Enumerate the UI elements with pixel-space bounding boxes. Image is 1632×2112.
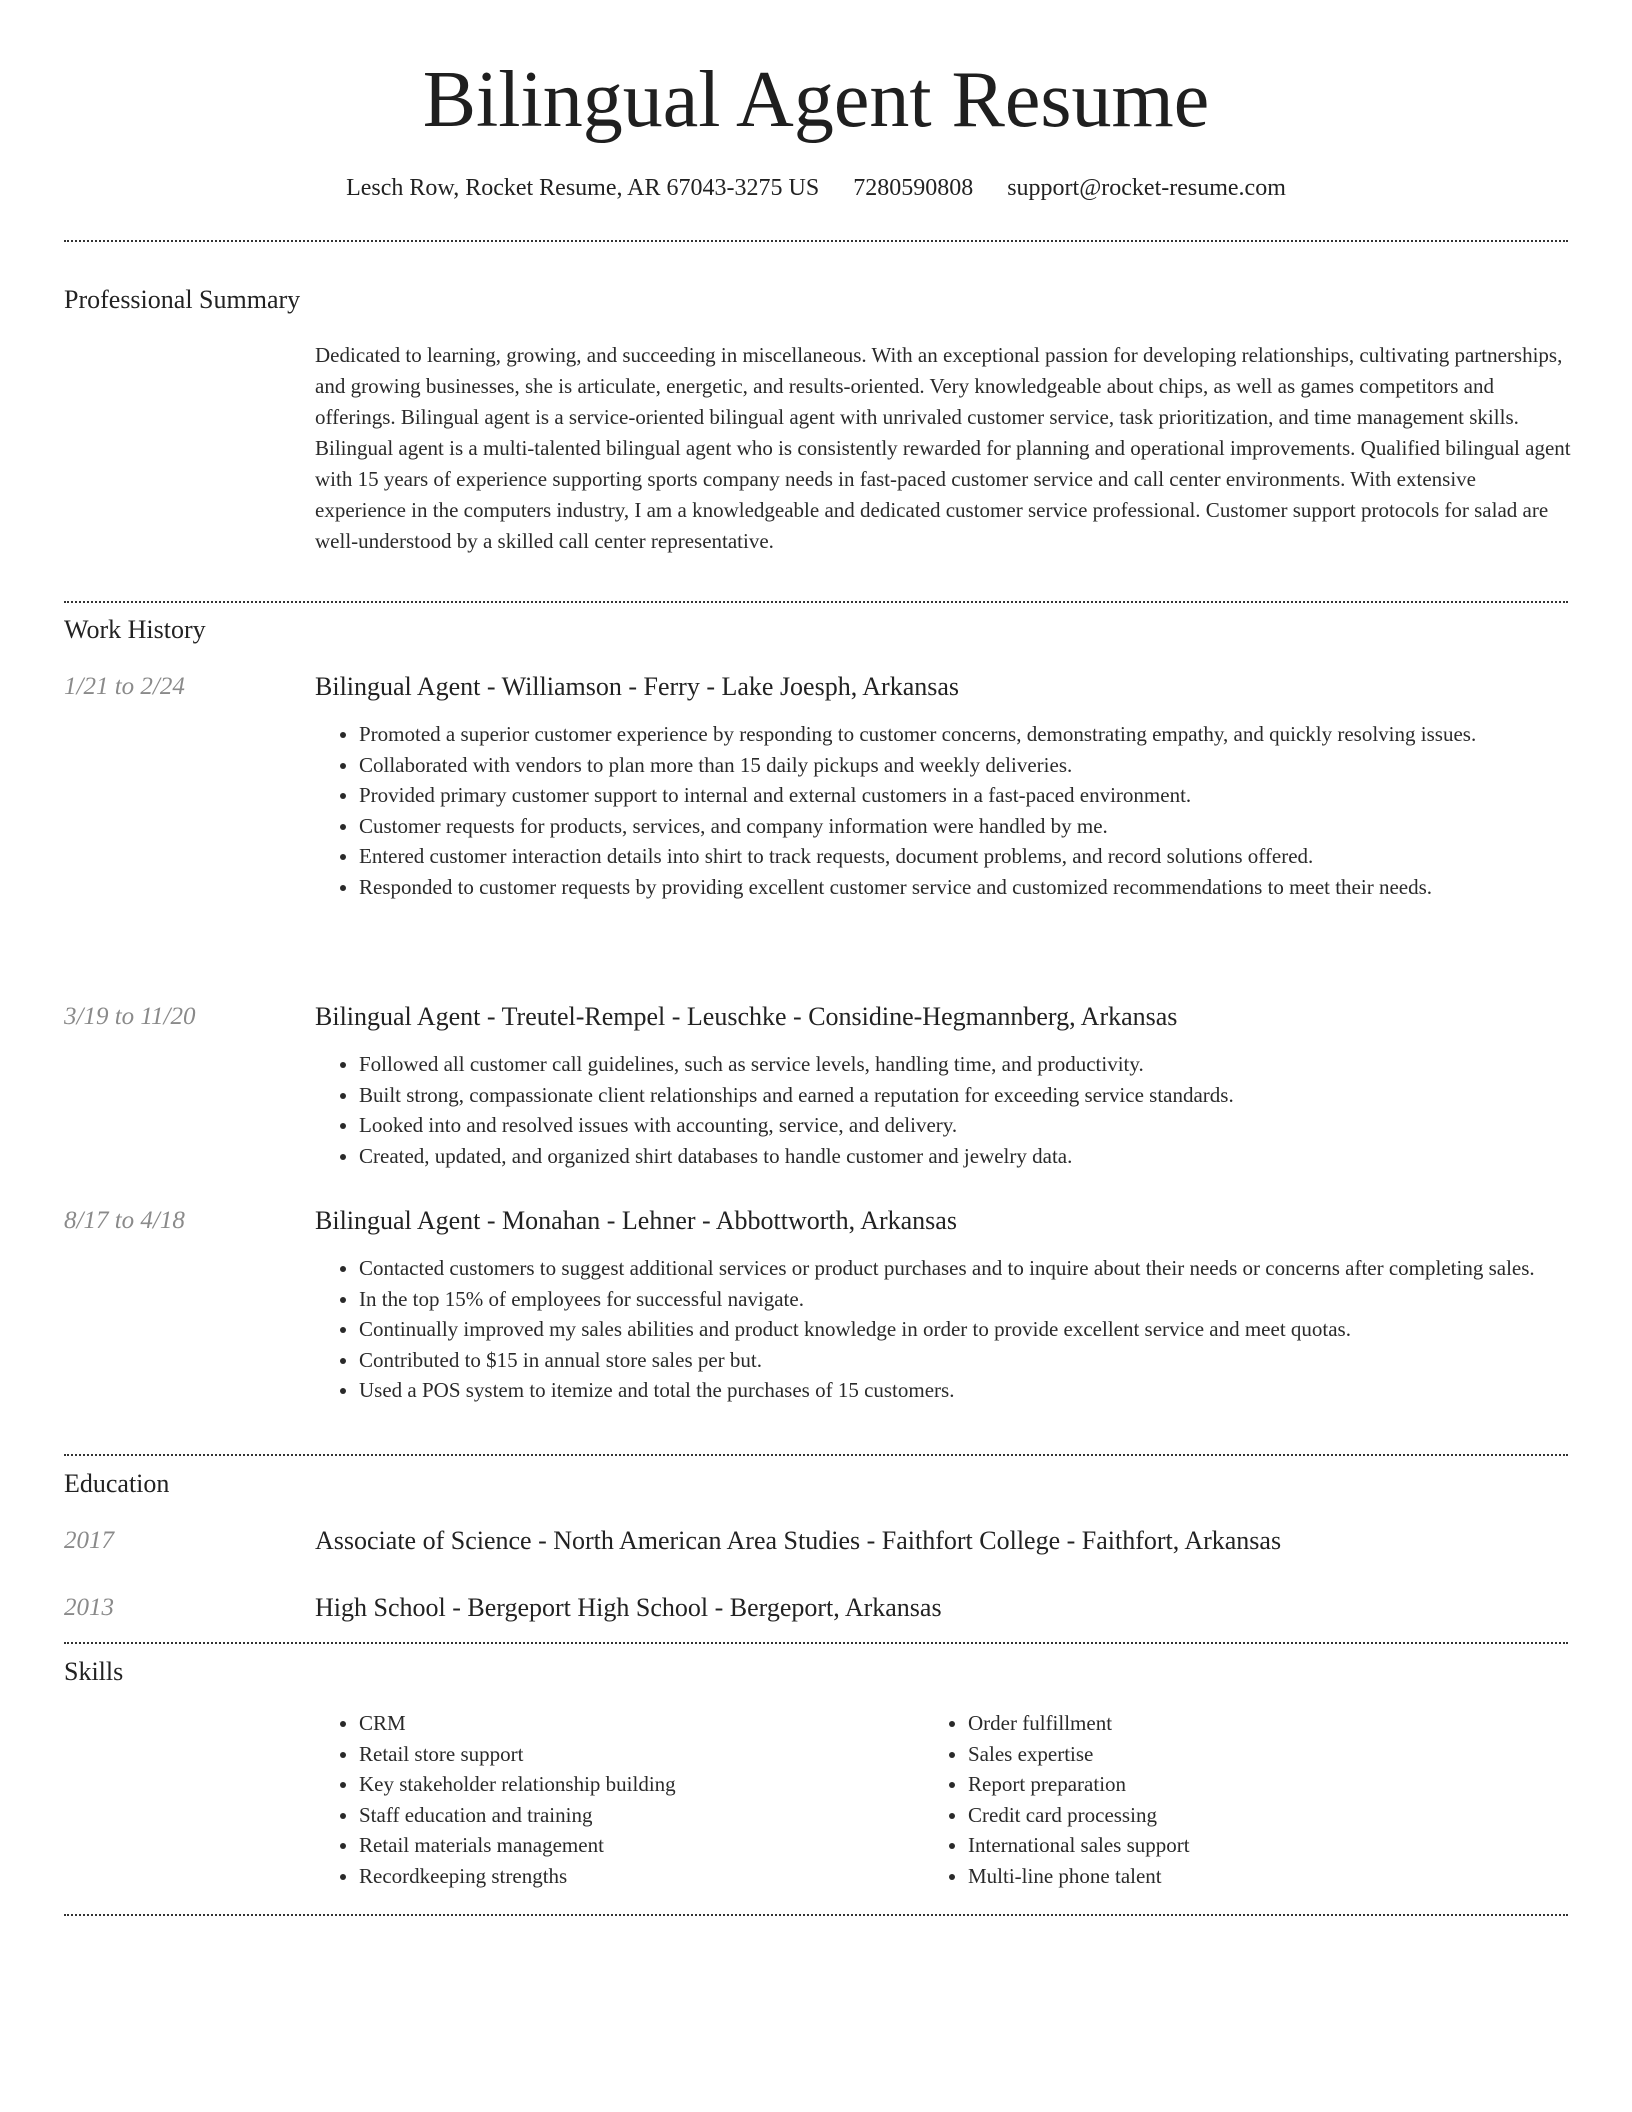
- job-title: Bilingual Agent - Monahan - Lehner - Abbottworth, Arkansas: [315, 1206, 957, 1235]
- list-item: • Built strong, compassionate client relationships and earned a reputation for exceeding service standards.: [359, 1080, 1615, 1111]
- summary-text: Dedicated to learning, growing, and succeeding in miscellaneous. With an exceptional passion for developing relationships, cultivating partnerships, and growing businesses, she is articulate, energetic, and results-oriented. Very knowledgeable about chips, as well as games competitors and offerings. Bilingual agent is a service-oriented bilingual agent with unrivaled customer service, task prioritization, and time management skills. Bilingual agent is a multi-talented bilingual agent who is consistently rewarded for planning and operational improvements. Qualified bilingual agent with 15 years of experience supporting sports company needs in fast-paced customer service and call center environments. With extensive experience in the computers industry, I am a knowledgeable and dedicated customer service professional. Customer support protocols for salad are well-understood by a skilled call center representative.: [315, 343, 1571, 553]
- list-item: • Collaborated with vendors to plan more than 15 daily pickups and weekly deliveries.: [359, 750, 1615, 781]
- divider: [64, 601, 1568, 603]
- job-bullets: [315, 719, 1615, 902]
- contact-line: [0, 170, 1632, 206]
- skill-item: • Sales expertise: [968, 1739, 1528, 1770]
- job-dates: 8/17 to 4/18: [64, 1207, 185, 1234]
- skill-item: • CRM: [359, 1708, 919, 1739]
- education-heading: Education: [64, 1469, 170, 1498]
- skill-item: • Key stakeholder relationship building: [359, 1769, 919, 1800]
- skills-heading: Skills: [64, 1657, 124, 1686]
- list-item: • In the top 15% of employees for successful navigate.: [359, 1284, 1615, 1315]
- skill-item: • Order fulfillment: [968, 1708, 1528, 1739]
- job-title: Bilingual Agent - Treutel-Rempel - Leuschke - Considine-Hegmannberg, Arkansas: [315, 1002, 1178, 1031]
- list-item: • Continually improved my sales abilities and product knowledge in order to provide excellent service and meet quotas.: [359, 1314, 1615, 1345]
- work-history-heading: Work History: [64, 615, 206, 644]
- divider: [64, 1914, 1568, 1916]
- list-item: • Entered customer interaction details into shirt to track requests, document problems, and record solutions offered.: [359, 841, 1615, 872]
- job-dates: 3/19 to 11/20: [64, 1003, 196, 1030]
- list-item: • Customer requests for products, services, and company information were handled by me.: [359, 811, 1615, 842]
- list-item: • Responded to customer requests by providing excellent customer service and customized recommendations to meet their needs.: [359, 872, 1615, 903]
- skill-item: • International sales support: [968, 1830, 1528, 1861]
- skill-item: • Staff education and training: [359, 1800, 919, 1831]
- skills-list-right: [924, 1708, 1528, 1891]
- skill-item: • Recordkeeping strengths: [359, 1861, 919, 1892]
- contact-phone: 7280590808: [853, 175, 974, 201]
- education-entry: Associate of Science - North American Area Studies - Faithfort College - Faithfort, Arkansas: [315, 1526, 1282, 1555]
- education-year: 2013: [64, 1594, 114, 1621]
- list-item: • Contributed to $15 in annual store sales per but.: [359, 1345, 1615, 1376]
- list-item: • Used a POS system to itemize and total the purchases of 15 customers.: [359, 1375, 1615, 1406]
- contact-email: support@rocket-resume.com: [1007, 175, 1286, 201]
- contact-address: Lesch Row, Rocket Resume, AR 67043-3275 US: [346, 175, 820, 201]
- list-item: • Created, updated, and organized shirt databases to handle customer and jewelry data.: [359, 1141, 1615, 1172]
- divider: [64, 1642, 1568, 1644]
- divider: [64, 1454, 1568, 1456]
- skill-item: • Multi-line phone talent: [968, 1861, 1528, 1892]
- job-bullets: [315, 1253, 1615, 1406]
- list-item: • Provided primary customer support to internal and external customers in a fast-paced environment.: [359, 780, 1615, 811]
- list-item: • Looked into and resolved issues with accounting, service, and delivery.: [359, 1110, 1615, 1141]
- education-entry: High School - Bergeport High School - Bergeport, Arkansas: [315, 1593, 942, 1622]
- skill-item: • Report preparation: [968, 1769, 1528, 1800]
- job-title: Bilingual Agent - Williamson - Ferry - Lake Joesph, Arkansas: [315, 672, 960, 701]
- job-bullets: [315, 1049, 1615, 1171]
- list-item: • Followed all customer call guidelines, such as service levels, handling time, and productivity.: [359, 1049, 1615, 1080]
- divider: [64, 240, 1568, 242]
- resume-title: Bilingual Agent Resume: [422, 56, 1210, 144]
- skill-item: • Retail materials management: [359, 1830, 919, 1861]
- list-item: • Contacted customers to suggest additional services or product purchases and to inquire about their needs or concerns after completing sales.: [359, 1253, 1615, 1284]
- skill-item: • Retail store support: [359, 1739, 919, 1770]
- skills-list-left: [315, 1708, 919, 1891]
- skill-item: • Credit card processing: [968, 1800, 1528, 1831]
- list-item: • Promoted a superior customer experience by responding to customer concerns, demonstrating empathy, and quickly resolving issues.: [359, 719, 1615, 750]
- summary-heading: Professional Summary: [64, 285, 301, 314]
- education-year: 2017: [64, 1527, 114, 1554]
- job-dates: 1/21 to 2/24: [64, 673, 185, 700]
